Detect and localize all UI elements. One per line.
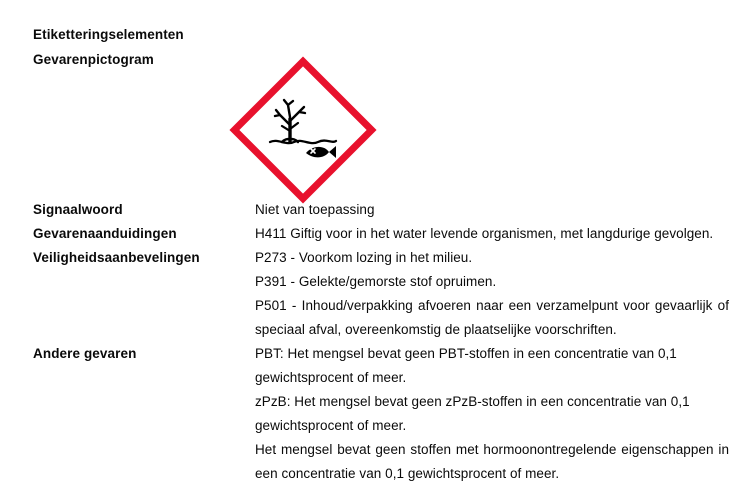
row-value — [255, 222, 729, 246]
row-value — [255, 198, 729, 222]
section-heading — [33, 22, 729, 72]
definition-rows — [33, 198, 729, 486]
row-label: Veiligheidsaanbevelingen — [33, 250, 200, 265]
row-label: Andere gevaren — [33, 346, 137, 361]
ghs-environment-icon — [251, 78, 355, 182]
row-label: Signaalwoord — [33, 202, 123, 217]
paragraph: P273 - Voorkom lozing in het milieu. — [255, 250, 473, 265]
paragraph: PBT: Het mengsel bevat geen PBT-stoffen in een concentratie van 0,1 gewichtsprocent of meer. — [255, 346, 677, 385]
heading-line-labelling-elements: Etiketteringselementen — [33, 27, 184, 42]
paragraph: zPzB: Het mengsel bevat geen zPzB-stoffen in een concentratie van 0,1 gewichtsprocent of meer. — [255, 394, 690, 433]
row-signal-word — [33, 198, 729, 222]
paragraph: H411 Giftig voor in het water levende organismen, met langdurige gevolgen. — [255, 226, 714, 241]
row-hazard-statements — [33, 222, 729, 246]
paragraph: Niet van toepassing — [255, 202, 375, 217]
pictogram-row — [33, 78, 729, 196]
row-value — [255, 246, 729, 342]
paragraph: P391 - Gelekte/gemorste stof opruimen. — [255, 274, 497, 289]
row-precautionary-statements — [33, 246, 729, 342]
row-other-hazards — [33, 342, 729, 486]
row-value — [255, 342, 729, 486]
paragraph: P501 - Inhoud/verpakking afvoeren naar een verzamelpunt voor gevaarlijk of speciaal afval, overeenkomstig de plaatselijke voorschriften. — [255, 298, 729, 337]
row-label: Gevarenaanduidingen — [33, 226, 177, 241]
heading-line-hazard-pictogram: Gevarenpictogram — [33, 52, 154, 67]
paragraph: Het mengsel bevat geen stoffen met hormoonontregelende eigenschappen in een concentratie van 0,1 gewichtsprocent of meer. — [255, 442, 729, 481]
